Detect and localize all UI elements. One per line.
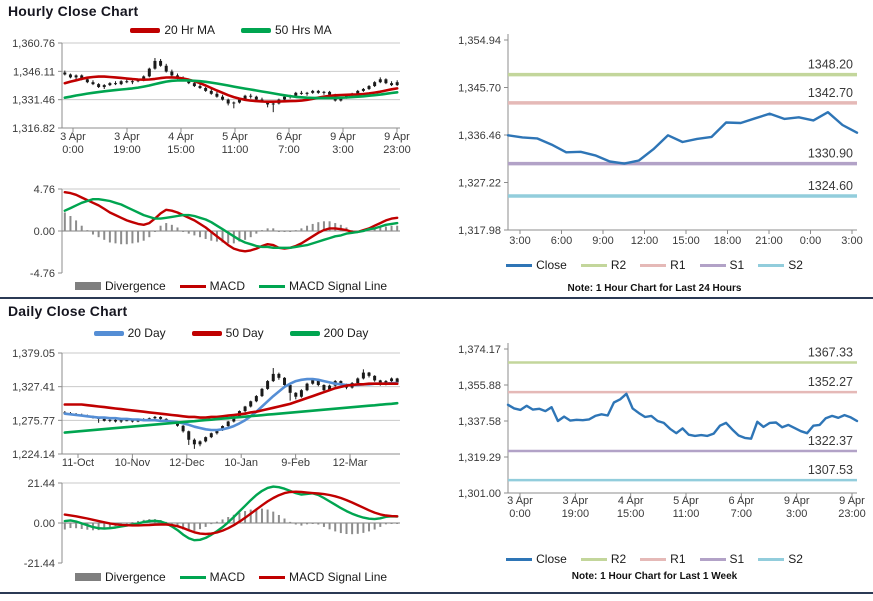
legend-swatch	[94, 331, 124, 336]
hourly-pivot-note: Note: 1 Hour Chart for Last 24 Hours	[567, 283, 742, 294]
legend-item	[259, 279, 387, 293]
svg-text:9 Apr: 9 Apr	[783, 495, 810, 507]
legend-label: Close	[536, 258, 567, 272]
legend-label: Divergence	[104, 570, 166, 584]
daily-pivot-chart	[436, 336, 873, 534]
legend-label: 50 Day	[225, 326, 264, 340]
svg-text:10-Nov: 10-Nov	[114, 457, 151, 469]
svg-text:1,336.46: 1,336.46	[458, 130, 501, 142]
legend-swatch	[758, 264, 784, 267]
legend-label: S2	[788, 552, 803, 566]
svg-text:9-Feb: 9-Feb	[281, 457, 310, 469]
svg-text:1,379.05: 1,379.05	[12, 348, 55, 360]
svg-text:11:00: 11:00	[672, 508, 700, 520]
legend-item	[259, 570, 387, 584]
svg-text:1348.20: 1348.20	[807, 57, 853, 72]
legend-item	[640, 552, 685, 566]
legend-swatch	[130, 28, 160, 33]
svg-text:1,354.94: 1,354.94	[458, 35, 501, 47]
daily-macd-chart	[0, 476, 436, 568]
legend-swatch	[75, 282, 101, 290]
svg-text:4 Apr: 4 Apr	[617, 495, 644, 507]
svg-text:9 Apr: 9 Apr	[330, 131, 356, 143]
svg-text:19:00: 19:00	[113, 144, 141, 156]
svg-text:21.44: 21.44	[27, 478, 55, 490]
svg-text:10-Jan: 10-Jan	[224, 457, 259, 469]
legend-item	[130, 23, 215, 37]
legend-label: R1	[670, 258, 686, 272]
svg-text:5 Apr: 5 Apr	[222, 131, 248, 143]
legend-item	[75, 279, 166, 293]
legend-swatch	[700, 264, 726, 267]
svg-text:3:00: 3:00	[841, 235, 863, 247]
svg-text:1367.33: 1367.33	[807, 345, 853, 360]
svg-text:1,360.76: 1,360.76	[12, 38, 55, 50]
legend-item	[640, 258, 685, 272]
legend-label: Close	[536, 552, 567, 566]
svg-text:1322.37: 1322.37	[807, 433, 853, 448]
legend-swatch	[75, 573, 101, 581]
svg-text:1,355.88: 1,355.88	[458, 380, 501, 392]
svg-text:3 Apr: 3 Apr	[114, 131, 140, 143]
svg-text:9 Apr: 9 Apr	[384, 131, 410, 143]
legend-label: MACD Signal Line	[289, 570, 388, 584]
legend-swatch	[180, 285, 206, 288]
svg-text:18:00: 18:00	[713, 235, 742, 247]
svg-text:1,331.46: 1,331.46	[12, 94, 55, 107]
svg-text:23:00: 23:00	[838, 508, 866, 520]
svg-text:1,337.58: 1,337.58	[458, 416, 501, 428]
legend-swatch	[506, 558, 532, 561]
hourly-macd-chart	[0, 182, 436, 278]
legend-label: R2	[610, 258, 627, 272]
legend-label: MACD Signal Line	[289, 279, 388, 293]
section-divider	[0, 297, 873, 299]
svg-text:1324.60: 1324.60	[807, 178, 853, 193]
legend-label: S2	[788, 258, 803, 272]
legend-item	[94, 326, 166, 340]
svg-text:15:00: 15:00	[167, 144, 195, 156]
svg-text:0:00: 0:00	[799, 235, 822, 247]
svg-text:6:00: 6:00	[550, 235, 573, 247]
svg-text:0:00: 0:00	[62, 144, 84, 156]
svg-text:3:00: 3:00	[509, 235, 531, 247]
svg-text:3 Apr: 3 Apr	[562, 495, 589, 507]
svg-text:9 Apr: 9 Apr	[839, 495, 865, 507]
daily-macd-legend	[62, 570, 400, 584]
legend-swatch	[581, 264, 607, 267]
hourly-pivot-legend	[436, 258, 873, 272]
svg-text:1,374.17: 1,374.17	[458, 344, 501, 356]
legend-swatch	[700, 558, 726, 561]
hourly-section-title: Hourly Close Chart	[8, 3, 139, 19]
svg-text:12-Mar: 12-Mar	[332, 457, 368, 469]
legend-item	[581, 258, 626, 272]
svg-text:6 Apr: 6 Apr	[728, 495, 755, 507]
svg-text:-4.76: -4.76	[29, 268, 55, 280]
legend-item	[180, 570, 245, 584]
daily-pivot-note: Note: 1 Hour Chart for Last 1 Week	[571, 571, 738, 582]
svg-text:-21.44: -21.44	[23, 558, 55, 570]
svg-text:1330.90: 1330.90	[807, 146, 853, 161]
legend-label: S1	[729, 552, 745, 566]
daily-section-title: Daily Close Chart	[8, 303, 128, 319]
svg-text:0.00: 0.00	[33, 518, 55, 530]
svg-text:4 Apr: 4 Apr	[168, 131, 194, 143]
svg-text:15:00: 15:00	[672, 235, 700, 247]
svg-text:15:00: 15:00	[616, 508, 645, 520]
svg-text:4.76: 4.76	[33, 184, 55, 196]
svg-text:1,319.29: 1,319.29	[458, 452, 501, 464]
daily-candlestick-chart	[0, 344, 436, 474]
bottom-divider	[0, 592, 873, 594]
legend-swatch	[581, 558, 607, 561]
svg-text:1,317.98: 1,317.98	[458, 225, 501, 237]
legend-swatch	[259, 576, 285, 579]
svg-text:1,327.41: 1,327.41	[12, 381, 55, 394]
svg-text:12-Dec: 12-Dec	[169, 457, 205, 469]
legend-item	[700, 552, 745, 566]
legend-item	[241, 23, 332, 37]
legend-label: R2	[610, 552, 627, 566]
legend-label: 20 Day	[127, 326, 166, 340]
legend-item	[581, 552, 626, 566]
legend-swatch	[640, 558, 666, 561]
svg-text:9:00: 9:00	[592, 235, 614, 247]
legend-item	[75, 570, 166, 584]
legend-label: 20 Hr MA	[164, 23, 215, 37]
legend-item	[192, 326, 264, 340]
legend-label: Divergence	[104, 279, 166, 293]
svg-text:1,346.11: 1,346.11	[12, 66, 55, 79]
legend-item	[180, 279, 245, 293]
svg-text:0:00: 0:00	[509, 508, 531, 520]
legend-label: R1	[670, 552, 686, 566]
svg-text:1,224.14: 1,224.14	[12, 449, 55, 461]
svg-text:1,275.77: 1,275.77	[12, 415, 55, 428]
legend-swatch	[290, 331, 320, 336]
legend-item	[506, 552, 567, 566]
svg-text:3:00: 3:00	[785, 508, 808, 520]
svg-text:23:00: 23:00	[383, 144, 411, 156]
legend-swatch	[180, 576, 206, 579]
svg-text:11-Oct: 11-Oct	[61, 457, 95, 469]
svg-text:1307.53: 1307.53	[807, 463, 853, 478]
legend-item	[506, 258, 567, 272]
hourly-pivot-chart	[436, 28, 873, 256]
legend-swatch	[241, 28, 271, 33]
svg-text:0.00: 0.00	[33, 226, 55, 238]
daily-price-legend	[62, 326, 400, 340]
svg-text:21:00: 21:00	[755, 235, 783, 247]
svg-text:1,316.82: 1,316.82	[12, 123, 55, 135]
hourly-macd-legend	[62, 279, 400, 293]
legend-label: MACD	[209, 570, 245, 584]
svg-text:7:00: 7:00	[730, 508, 753, 520]
svg-text:3:00: 3:00	[332, 144, 354, 156]
svg-text:1352.27: 1352.27	[807, 375, 853, 390]
svg-text:1,345.70: 1,345.70	[458, 82, 501, 95]
legend-item	[758, 552, 803, 566]
svg-text:3 Apr: 3 Apr	[60, 131, 86, 143]
legend-item	[700, 258, 745, 272]
legend-swatch	[192, 331, 222, 336]
legend-swatch	[640, 264, 666, 267]
legend-swatch	[259, 285, 285, 288]
svg-text:1,327.22: 1,327.22	[458, 177, 501, 190]
svg-text:1342.70: 1342.70	[807, 85, 853, 100]
hourly-price-legend	[62, 23, 400, 37]
legend-swatch	[758, 558, 784, 561]
svg-text:11:00: 11:00	[221, 144, 249, 156]
svg-text:3 Apr: 3 Apr	[507, 495, 533, 507]
legend-label: S1	[729, 258, 745, 272]
legend-item	[758, 258, 803, 272]
legend-swatch	[506, 264, 532, 267]
legend-label: MACD	[209, 279, 245, 293]
legend-item	[290, 326, 369, 340]
daily-pivot-legend	[436, 552, 873, 566]
svg-text:19:00: 19:00	[561, 508, 590, 520]
legend-label: 50 Hrs MA	[275, 23, 332, 37]
svg-text:5 Apr: 5 Apr	[673, 495, 699, 507]
svg-text:1,301.00: 1,301.00	[458, 488, 501, 500]
svg-text:12:00: 12:00	[630, 235, 659, 247]
legend-label: 200 Day	[323, 326, 369, 340]
hourly-candlestick-chart	[0, 38, 436, 162]
svg-text:7:00: 7:00	[278, 144, 300, 156]
svg-text:6 Apr: 6 Apr	[276, 131, 302, 143]
